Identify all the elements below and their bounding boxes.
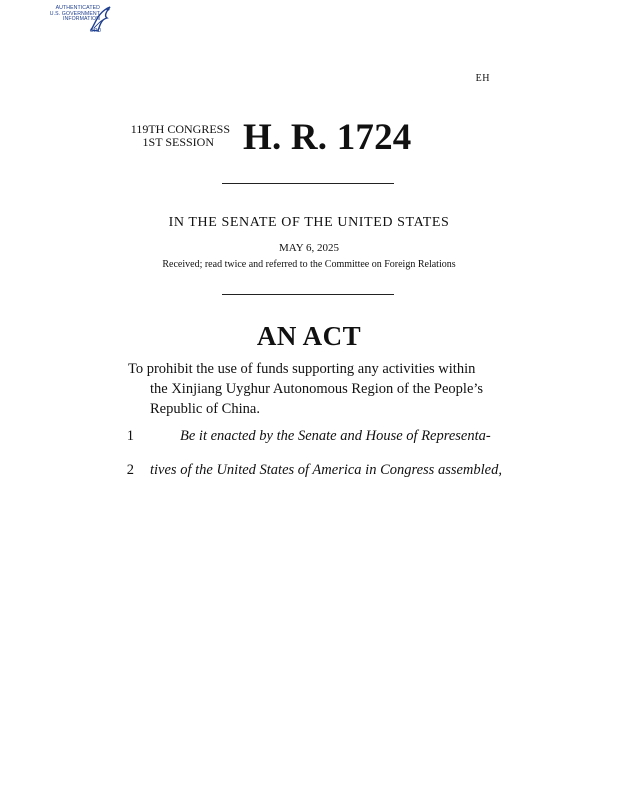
line-number: 1	[126, 428, 134, 444]
divider-rule-bottom	[222, 294, 394, 295]
enacting-clause-line: tives of the United States of America in Congress assembled,	[150, 462, 502, 478]
session-number: 1ST SESSION	[142, 135, 214, 149]
seal-gpo-mark: GPO	[90, 28, 102, 34]
bill-version-code: EH	[475, 73, 490, 84]
divider-rule-top	[222, 183, 394, 184]
seal-line-1: AUTHENTICATED	[55, 5, 100, 11]
line-number: 2	[126, 462, 134, 478]
gpo-authentication-seal	[20, 4, 120, 42]
congress-number: 119TH CONGRESS	[130, 122, 230, 136]
act-heading: AN ACT	[256, 321, 362, 351]
seal-line-2: U.S. GOVERNMENT	[49, 10, 100, 17]
bill-number: H. R. 1724	[243, 117, 412, 158]
seal-line-3: INFORMATION	[62, 16, 100, 23]
referral-statement: Received; read twice and referred to the Committee on Foreign Relations	[162, 259, 456, 270]
long-title: To prohibit the use of funds supporting any activities within the Xinjiang Uyghur Autonomous Region of the People’s Republic of China.	[128, 361, 484, 417]
action-date: MAY 6, 2025	[278, 242, 339, 254]
chamber-header: IN THE SENATE OF THE UNITED STATES	[168, 215, 450, 230]
enacting-clause-line: Be it enacted by the Senate and House of Representa-	[180, 428, 491, 444]
